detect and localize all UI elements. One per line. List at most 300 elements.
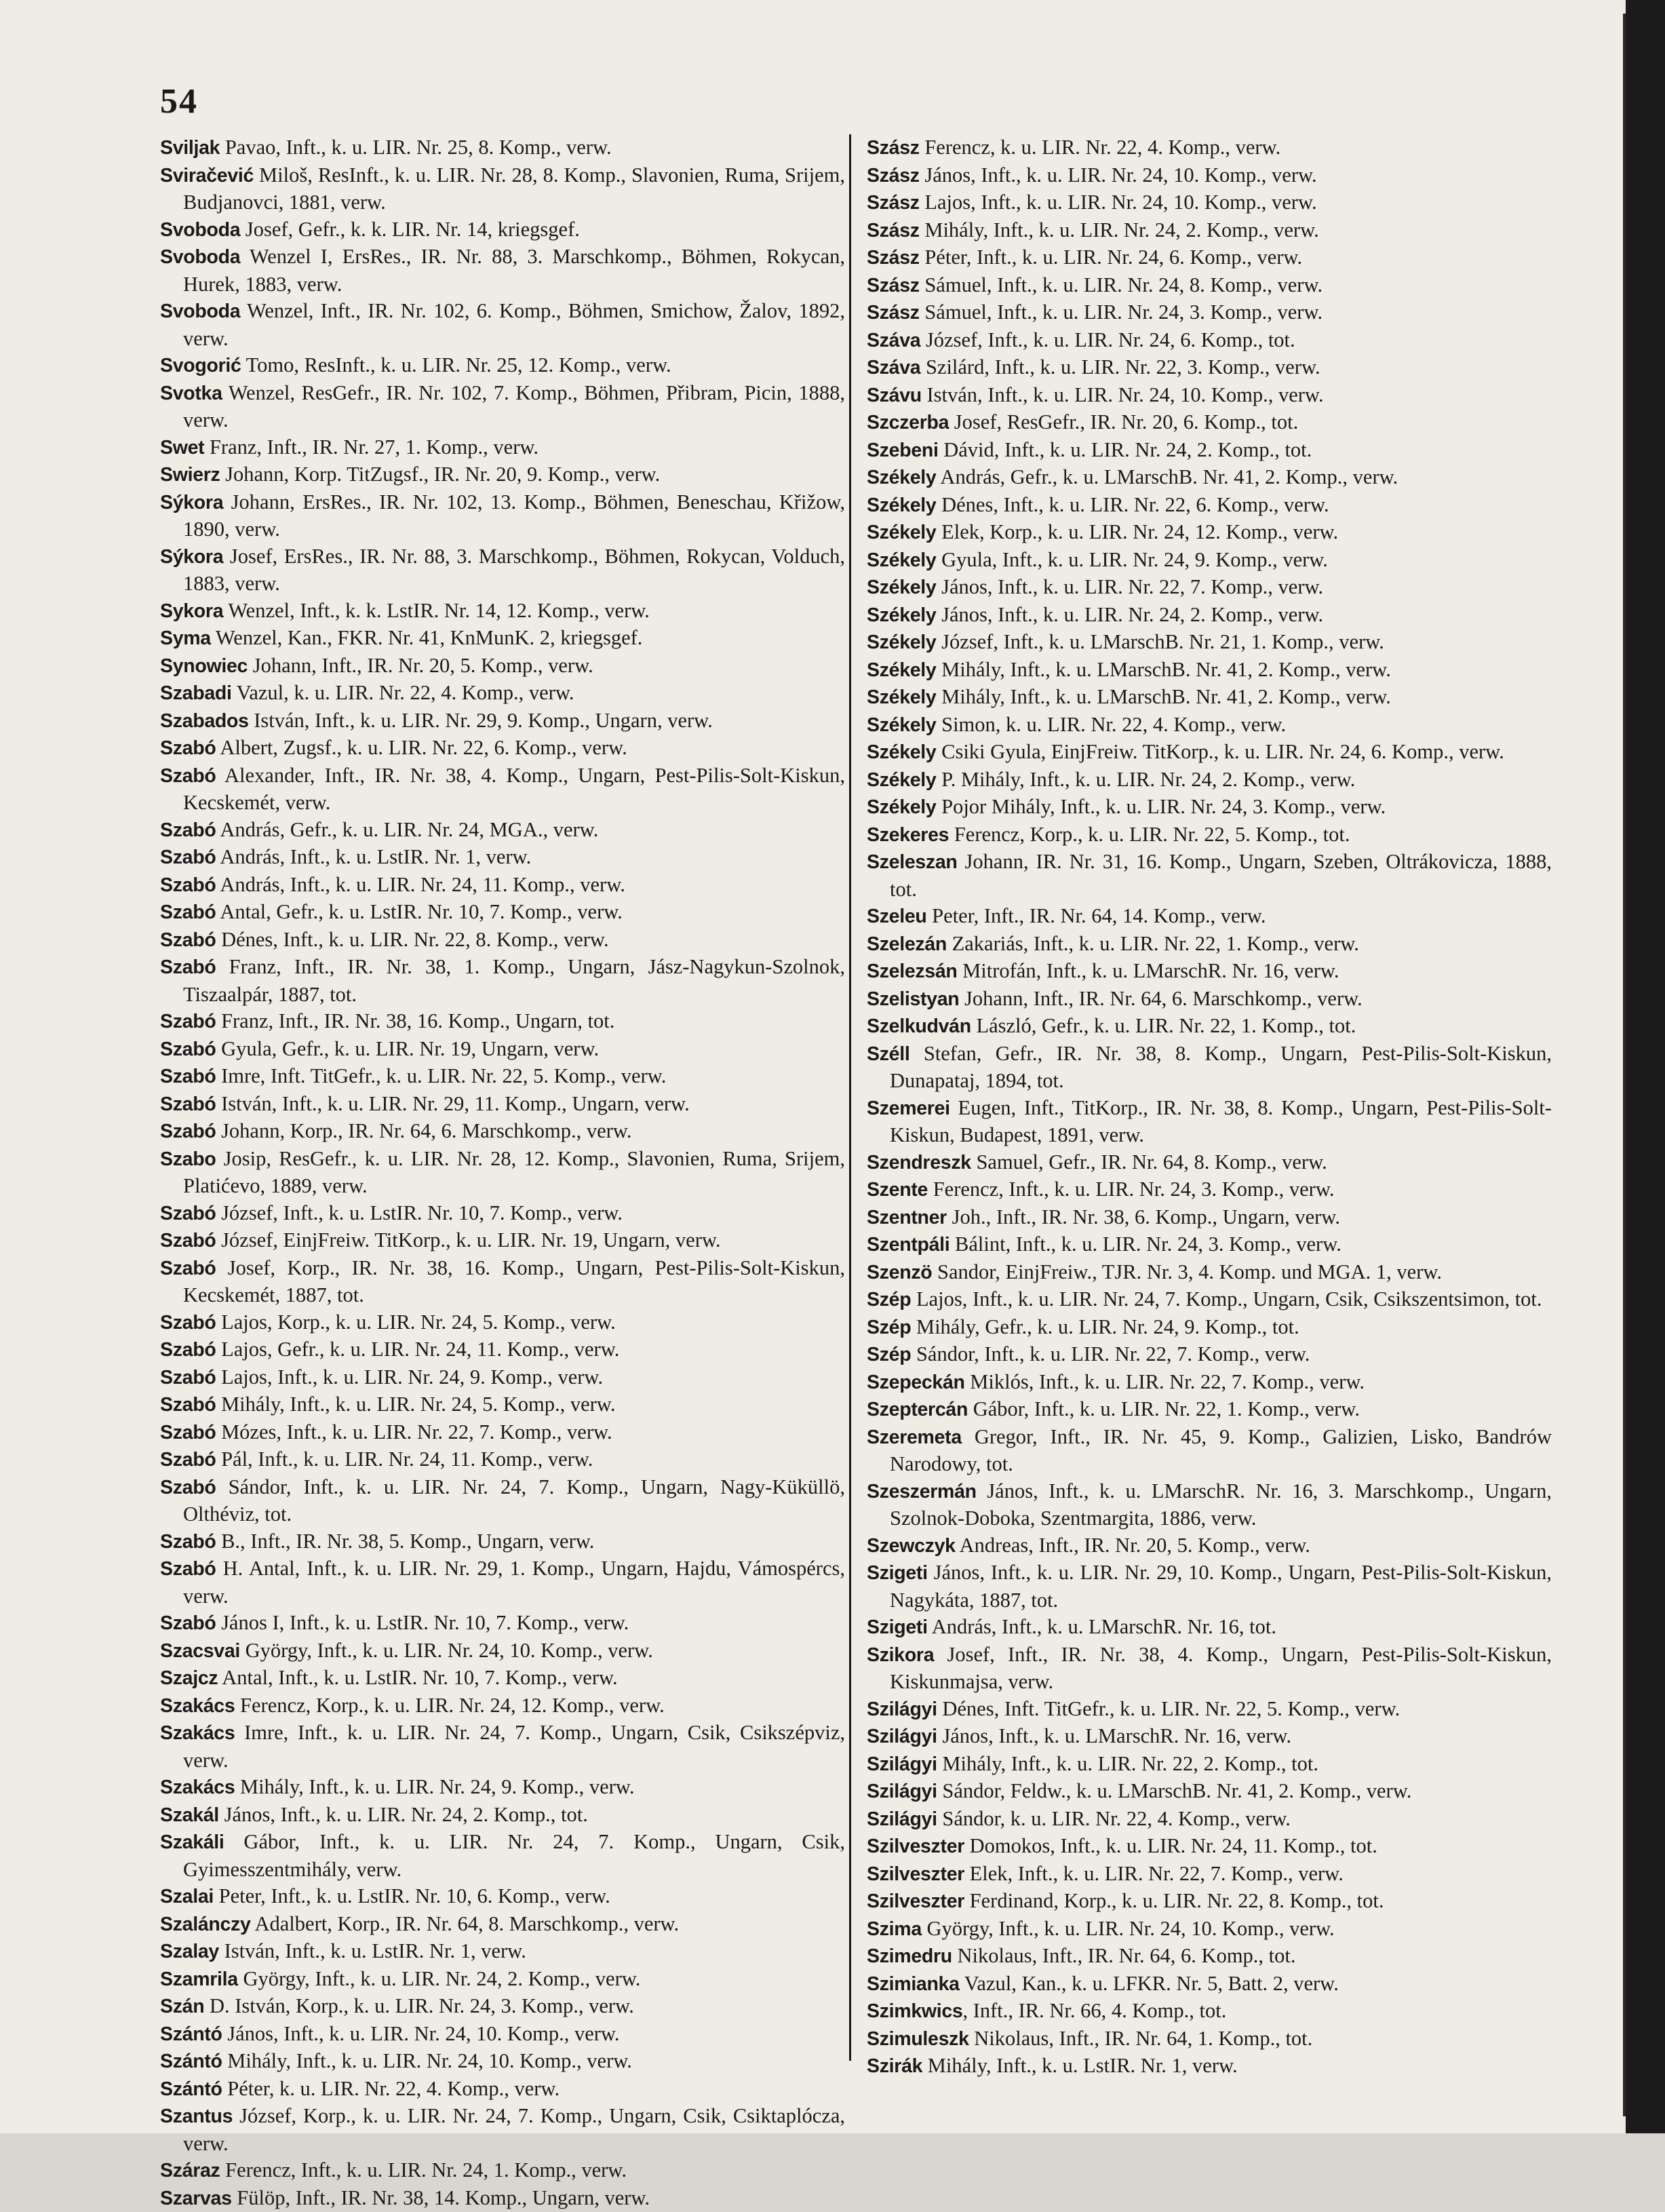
entry-surname: Szalay bbox=[160, 1941, 219, 1962]
entry-details: D. István, Korp., k. u. LIR. Nr. 24, 3. Komp., verw. bbox=[204, 1994, 633, 2017]
list-entry bbox=[867, 1998, 1552, 2025]
entry-surname: Szilveszter bbox=[867, 1890, 964, 1912]
entry-surname: Svotka bbox=[160, 383, 222, 404]
entry-details: Pál, Inft., k. u. LIR. Nr. 24, 11. Komp., verw. bbox=[216, 1448, 593, 1471]
entry-surname: Szabó bbox=[160, 1066, 216, 1087]
entry-surname: Szilágyi bbox=[867, 1699, 937, 1720]
entry-surname: Székely bbox=[867, 714, 936, 736]
list-entry bbox=[160, 1774, 845, 1802]
list-entry bbox=[160, 817, 845, 845]
entry-surname: Szigeti bbox=[867, 1616, 928, 1638]
entry-details: Ferdinand, Korp., k. u. LIR. Nr. 22, 8. Komp., tot. bbox=[964, 1889, 1384, 1912]
list-entry bbox=[867, 1369, 1552, 1397]
entry-details: Franz, Inft., IR. Nr. 38, 1. Komp., Ungarn, Jász-Nagykun-Szolnok, Tiszaalpár, 1887, tot. bbox=[183, 955, 845, 1006]
entry-surname: Szép bbox=[867, 1344, 911, 1365]
entry-details: Mihály, Inft., k. u. LIR. Nr. 22, 2. Komp., tot. bbox=[937, 1752, 1318, 1775]
list-entry bbox=[867, 986, 1552, 1013]
list-entry bbox=[867, 767, 1552, 794]
entry-details: Zakariás, Inft., k. u. LIR. Nr. 22, 1. Komp., verw. bbox=[947, 932, 1359, 955]
list-entry bbox=[160, 1146, 845, 1200]
list-entry bbox=[867, 1204, 1552, 1232]
list-entry bbox=[867, 272, 1552, 300]
entry-details: Sandor, EinjFreiw., TJR. Nr. 3, 4. Komp. und MGA. 1, verw. bbox=[932, 1260, 1442, 1283]
entry-surname: Szepeckán bbox=[867, 1372, 965, 1393]
entry-details: Johann, IR. Nr. 31, 16. Komp., Ungarn, Szeben, Oltrákovicza, 1888, tot. bbox=[890, 850, 1552, 901]
entry-surname: Szalai bbox=[160, 1886, 214, 1907]
list-entry bbox=[160, 1637, 845, 1665]
list-entry bbox=[160, 434, 845, 462]
entry-details: Elek, Inft., k. u. LIR. Nr. 22, 7. Komp., verw. bbox=[964, 1862, 1344, 1885]
list-entry bbox=[867, 409, 1552, 437]
entry-details: János, Inft., k. u. LIR. Nr. 24, 2. Komp., verw. bbox=[936, 603, 1323, 626]
left-column bbox=[160, 134, 845, 2212]
entry-details: István, Inft., k. u. LIR. Nr. 29, 11. Komp., Ungarn, verw. bbox=[216, 1092, 689, 1115]
entry-details: György, Inft., k. u. LIR. Nr. 24, 10. Komp., verw. bbox=[922, 1917, 1335, 1940]
entry-surname: Szabó bbox=[160, 1230, 216, 1251]
list-entry bbox=[867, 958, 1552, 986]
entry-surname: Száva bbox=[867, 330, 920, 351]
entry-details: Fülöp, Inft., IR. Nr. 38, 14. Komp., Ungarn, verw. bbox=[232, 2186, 650, 2209]
entry-details: Imre, Inft. TitGefr., k. u. LIR. Nr. 22, 5. Komp., verw. bbox=[216, 1064, 666, 1087]
entry-details: Johann, Korp., IR. Nr. 64, 6. Marschkomp., verw. bbox=[216, 1119, 631, 1142]
list-entry bbox=[867, 1286, 1552, 1314]
entry-surname: Szász bbox=[867, 247, 920, 269]
entry-details: Gyula, Inft., k. u. LIR. Nr. 24, 9. Komp., verw. bbox=[936, 548, 1327, 571]
list-entry bbox=[867, 1396, 1552, 1424]
entry-surname: Szabó bbox=[160, 1477, 216, 1498]
entry-details: Alexander, Inft., IR. Nr. 38, 4. Komp., Ungarn, Pest-Pilis-Solt-Kiskun, Kecskemét, verw. bbox=[183, 764, 845, 815]
entry-surname: Székely bbox=[867, 549, 936, 571]
list-entry bbox=[160, 1555, 845, 1610]
entry-surname: Szimedru bbox=[867, 1945, 952, 1967]
entry-details: Mózes, Inft., k. u. LIR. Nr. 22, 7. Komp., verw. bbox=[216, 1420, 612, 1443]
list-entry bbox=[160, 1364, 845, 1392]
list-entry bbox=[160, 598, 845, 625]
entry-surname: Szeremeta bbox=[867, 1427, 962, 1448]
list-entry bbox=[867, 1095, 1552, 1149]
entry-surname: Szilágyi bbox=[867, 1808, 937, 1830]
entry-surname: Svoboda bbox=[160, 300, 240, 322]
list-entry bbox=[160, 844, 845, 872]
list-entry bbox=[867, 547, 1552, 575]
list-entry bbox=[160, 1091, 845, 1119]
list-entry bbox=[867, 1041, 1552, 1095]
list-entry bbox=[867, 464, 1552, 492]
list-entry bbox=[160, 244, 845, 298]
list-entry bbox=[160, 1720, 845, 1774]
list-entry bbox=[160, 899, 845, 927]
entry-details: András, Gefr., k. u. LMarschB. Nr. 41, 2. Komp., verw. bbox=[936, 465, 1398, 488]
entry-surname: Szász bbox=[867, 220, 920, 241]
entry-details: Imre, Inft., k. u. LIR. Nr. 24, 7. Komp., Ungarn, Csik, Csikszépviz, verw. bbox=[183, 1721, 845, 1772]
entry-details: János I, Inft., k. u. LstIR. Nr. 10, 7. Komp., verw. bbox=[216, 1611, 629, 1634]
list-entry bbox=[867, 931, 1552, 958]
list-entry bbox=[867, 1916, 1552, 1943]
entry-details: Eugen, Inft., TitKorp., IR. Nr. 38, 8. Komp., Ungarn, Pest-Pilis-Solt-Kiskun, Budapest, 1891, verw. bbox=[890, 1096, 1552, 1147]
entry-details: Wenzel, Kan., FKR. Nr. 41, KnMunK. 2, kriegsgef. bbox=[211, 626, 643, 649]
entry-surname: Szalánczy bbox=[160, 1914, 251, 1935]
entry-surname: Szima bbox=[867, 1918, 922, 1940]
entry-details: György, Inft., k. u. LIR. Nr. 24, 2. Komp., verw. bbox=[238, 1967, 641, 1990]
entry-surname: Szakál bbox=[160, 1804, 219, 1826]
entry-details: Gregor, Inft., IR. Nr. 45, 9. Komp., Galizien, Lisko, Bandrów Narodowy, tot. bbox=[890, 1425, 1552, 1476]
entry-details: Stefan, Gefr., IR. Nr. 38, 8. Komp., Ungarn, Pest-Pilis-Solt-Kiskun, Dunapataj, 1894, tot. bbox=[890, 1042, 1552, 1093]
entry-details: Johann, Inft., IR. Nr. 64, 6. Marschkomp., verw. bbox=[959, 987, 1362, 1010]
entry-surname: Szabó bbox=[160, 1011, 216, 1032]
entry-surname: Szabó bbox=[160, 874, 216, 896]
entry-details: Ferencz, k. u. LIR. Nr. 22, 4. Komp., verw. bbox=[920, 136, 1281, 159]
list-entry bbox=[867, 492, 1552, 520]
entry-surname: Szabó bbox=[160, 1039, 216, 1060]
entry-details: István, Inft., k. u. LIR. Nr. 29, 9. Komp., Ungarn, verw. bbox=[249, 709, 713, 732]
entry-surname: Szacsvai bbox=[160, 1640, 240, 1662]
list-entry bbox=[160, 1938, 845, 1966]
entry-surname: Sýkora bbox=[160, 546, 223, 568]
entry-surname: Szabó bbox=[160, 1612, 216, 1634]
entry-surname: Szilágyi bbox=[867, 1726, 937, 1747]
list-entry bbox=[867, 354, 1552, 382]
entry-surname: Szantus bbox=[160, 2106, 233, 2127]
entry-details: Franz, Inft., IR. Nr. 27, 1. Komp., verw. bbox=[204, 435, 538, 459]
entry-surname: Székely bbox=[867, 796, 936, 818]
entry-details: Lajos, Inft., k. u. LIR. Nr. 24, 7. Komp., Ungarn, Csik, Csikszentsimon, tot. bbox=[911, 1287, 1542, 1311]
entry-surname: Szimianka bbox=[867, 1973, 960, 1995]
list-entry bbox=[867, 1833, 1552, 1861]
list-entry bbox=[160, 216, 845, 244]
entry-surname: Szabó bbox=[160, 1121, 216, 1142]
entry-surname: Székely bbox=[867, 467, 936, 488]
entry-surname: Szilveszter bbox=[867, 1863, 964, 1885]
entry-details: István, Inft., k. u. LIR. Nr. 24, 10. Komp., verw. bbox=[922, 383, 1324, 406]
entry-details: Pojor Mihály, Inft., k. u. LIR. Nr. 24, 3. Komp., verw. bbox=[936, 795, 1386, 818]
entry-details: Simon, k. u. LIR. Nr. 22, 4. Komp., verw. bbox=[936, 713, 1286, 736]
entry-surname: Szabó bbox=[160, 1203, 216, 1224]
list-entry bbox=[160, 1008, 845, 1036]
entry-details: András, Gefr., k. u. LIR. Nr. 24, MGA., verw. bbox=[216, 818, 598, 841]
entry-surname: Svoboda bbox=[160, 219, 240, 241]
entry-surname: Szán bbox=[160, 1996, 204, 2017]
list-entry bbox=[867, 1614, 1552, 1642]
entry-surname: Székely bbox=[867, 604, 936, 626]
list-entry bbox=[160, 2157, 845, 2185]
entry-surname: Székely bbox=[867, 494, 936, 516]
entry-details: János, Inft., k. u. LMarschR. Nr. 16, verw. bbox=[937, 1724, 1291, 1747]
entry-details: H. Antal, Inft., k. u. LIR. Nr. 29, 1. Komp., Ungarn, Hajdu, Vámospércs, verw. bbox=[183, 1557, 845, 1608]
list-entry bbox=[867, 849, 1552, 903]
entry-details: Mihály, Inft., k. u. LMarschB. Nr. 41, 2. Komp., verw. bbox=[936, 685, 1390, 708]
list-entry bbox=[160, 2076, 845, 2103]
entry-details: Csiki Gyula, EinjFreiw. TitKorp., k. u. LIR. Nr. 24, 6. Komp., verw. bbox=[936, 740, 1504, 763]
entry-surname: Szabó bbox=[160, 765, 216, 787]
entry-surname: Szeleu bbox=[867, 906, 927, 927]
entry-details: Lajos, Inft., k. u. LIR. Nr. 24, 9. Komp., verw. bbox=[216, 1365, 603, 1389]
list-entry bbox=[160, 1474, 845, 1528]
entry-details: Sándor, Inft., k. u. LIR. Nr. 22, 7. Komp., verw. bbox=[911, 1342, 1310, 1365]
entry-details: László, Gefr., k. u. LIR. Nr. 22, 1. Komp., tot. bbox=[971, 1014, 1356, 1037]
entry-details: Lajos, Gefr., k. u. LIR. Nr. 24, 11. Komp., verw. bbox=[216, 1338, 619, 1361]
entry-surname: Szabo bbox=[160, 1148, 216, 1170]
entry-details: Nikolaus, Inft., IR. Nr. 64, 6. Komp., tot. bbox=[952, 1944, 1296, 1967]
entry-details: Domokos, Inft., k. u. LIR. Nr. 24, 11. Komp., tot. bbox=[964, 1834, 1377, 1857]
entry-surname: Szabó bbox=[160, 1558, 216, 1580]
entry-details: Mitrofán, Inft., k. u. LMarschR. Nr. 16, verw. bbox=[958, 959, 1339, 982]
entry-details: Bálint, Inft., k. u. LIR. Nr. 24, 3. Komp., verw. bbox=[949, 1233, 1341, 1256]
entry-surname: Székely bbox=[867, 741, 936, 763]
entry-details: Gábor, Inft., k. u. LIR. Nr. 22, 1. Komp., verw. bbox=[968, 1397, 1360, 1420]
list-entry bbox=[160, 707, 845, 735]
entry-surname: Szabó bbox=[160, 956, 216, 978]
entry-details: Andreas, Inft., IR. Nr. 20, 5. Komp., verw. bbox=[956, 1534, 1310, 1557]
entry-surname: Szelezsán bbox=[867, 961, 958, 982]
list-entry bbox=[160, 1200, 845, 1228]
list-entry bbox=[160, 1063, 845, 1091]
entry-surname: Sýkora bbox=[160, 492, 223, 513]
entry-surname: Szekeres bbox=[867, 824, 949, 846]
list-entry bbox=[867, 162, 1552, 190]
list-entry bbox=[867, 519, 1552, 547]
entry-details: Adalbert, Korp., IR. Nr. 64, 8. Marschkomp., verw. bbox=[251, 1912, 680, 1935]
list-entry bbox=[867, 2053, 1552, 2080]
entry-surname: Szabó bbox=[160, 1449, 216, 1471]
entry-details: Nikolaus, Inft., IR. Nr. 64, 1. Komp., tot. bbox=[969, 2027, 1313, 2050]
entry-surname: Szeptercán bbox=[867, 1399, 968, 1420]
entry-details: József, Korp., k. u. LIR. Nr. 24, 7. Komp., Ungarn, Csik, Csiktaplócza, verw. bbox=[183, 2104, 845, 2155]
entry-surname: Szabó bbox=[160, 1339, 216, 1361]
entry-details: Mihály, Inft., k. u. LstIR. Nr. 1, verw. bbox=[922, 2054, 1238, 2077]
entry-details: Vazul, k. u. LIR. Nr. 22, 4. Komp., verw. bbox=[232, 681, 574, 704]
entry-details: , Inft., IR. Nr. 66, 4. Komp., tot. bbox=[962, 1999, 1226, 2022]
list-entry bbox=[867, 134, 1552, 162]
entry-surname: Szabó bbox=[160, 1258, 216, 1279]
entry-surname: Svoboda bbox=[160, 246, 240, 268]
entry-surname: Syma bbox=[160, 627, 211, 649]
list-entry bbox=[867, 1943, 1552, 1971]
list-entry bbox=[160, 1692, 845, 1720]
entry-details: Sándor, Inft., k. u. LIR. Nr. 24, 7. Komp., Ungarn, Nagy-Küküllö, Olthéviz, tot. bbox=[183, 1475, 845, 1526]
entry-details: János, Inft., k. u. LIR. Nr. 29, 10. Komp., Ungarn, Pest-Pilis-Solt-Kiskun, Nagykáta, 1887, tot. bbox=[890, 1561, 1552, 1612]
list-entry bbox=[160, 1802, 845, 1829]
entry-details: Johann, Inft., IR. Nr. 20, 5. Komp., verw. bbox=[248, 654, 593, 677]
list-entry bbox=[867, 1341, 1552, 1369]
entry-surname: Sviračević bbox=[160, 165, 254, 187]
entry-details: Wenzel, Inft., IR. Nr. 102, 6. Komp., Böhmen, Smichow, Žalov, 1892, verw. bbox=[183, 299, 845, 350]
entry-details: Gyula, Gefr., k. u. LIR. Nr. 19, Ungarn, verw. bbox=[216, 1037, 599, 1060]
entry-surname: Szász bbox=[867, 275, 920, 296]
list-entry bbox=[867, 189, 1552, 217]
entry-details: József, Inft., k. u. LMarschB. Nr. 21, 1. Komp., verw. bbox=[936, 630, 1384, 653]
entry-details: Ferencz, Inft., k. u. LIR. Nr. 24, 3. Komp., verw. bbox=[928, 1178, 1334, 1201]
entry-surname: Szász bbox=[867, 137, 920, 159]
list-entry bbox=[160, 1309, 845, 1337]
list-entry bbox=[160, 1336, 845, 1364]
entry-details: Vazul, Kan., k. u. LFKR. Nr. 5, Batt. 2, verw. bbox=[960, 1972, 1339, 1995]
entry-details: Tomo, ResInft., k. u. LIR. Nr. 25, 12. Komp., verw. bbox=[241, 353, 671, 376]
entry-details: János, Inft., k. u. LIR. Nr. 24, 10. Komp., verw. bbox=[222, 2022, 620, 2045]
entry-surname: Szebeni bbox=[867, 440, 939, 461]
list-entry bbox=[867, 1013, 1552, 1041]
entry-surname: Szilágyi bbox=[867, 1753, 937, 1775]
list-entry bbox=[160, 489, 845, 543]
list-entry bbox=[867, 1778, 1552, 1806]
entry-surname: Szentpáli bbox=[867, 1234, 949, 1256]
entry-details: János, Inft., k. u. LMarschR. Nr. 16, 3. Marschkomp., Ungarn, Szolnok-Doboka, Szentmargita, 1886, verw. bbox=[890, 1479, 1552, 1530]
entry-surname: Szamrila bbox=[160, 1968, 238, 1990]
list-entry bbox=[867, 712, 1552, 739]
list-entry bbox=[160, 954, 845, 1008]
list-entry bbox=[160, 872, 845, 899]
entry-surname: Swet bbox=[160, 437, 204, 459]
list-entry bbox=[160, 298, 845, 352]
entry-surname: Szabó bbox=[160, 1394, 216, 1416]
list-entry bbox=[867, 382, 1552, 410]
list-entry bbox=[160, 2021, 845, 2049]
entry-details: József, EinjFreiw. TitKorp., k. u. LIR. Nr. 19, Ungarn, verw. bbox=[216, 1228, 720, 1251]
entry-surname: Szabó bbox=[160, 1312, 216, 1334]
entry-details: Mihály, Inft., k. u. LIR. Nr. 24, 2. Komp., verw. bbox=[920, 218, 1319, 241]
list-entry bbox=[160, 1665, 845, 1692]
list-entry bbox=[160, 1419, 845, 1447]
list-entry bbox=[867, 327, 1552, 355]
entry-surname: Szántó bbox=[160, 2078, 222, 2100]
list-entry bbox=[867, 1806, 1552, 1833]
entry-details: Mihály, Inft., k. u. LIR. Nr. 24, 9. Komp., verw. bbox=[235, 1775, 634, 1798]
entry-details: Josef, ResGefr., IR. Nr. 20, 6. Komp., tot. bbox=[949, 410, 1298, 433]
list-entry bbox=[160, 1036, 845, 1064]
list-entry bbox=[867, 629, 1552, 657]
list-entry bbox=[160, 762, 845, 817]
entry-details: Josip, ResGefr., k. u. LIR. Nr. 28, 12. Komp., Slavonien, Ruma, Srijem, Platićevo, 1889, verw. bbox=[183, 1147, 845, 1198]
list-entry bbox=[160, 653, 845, 680]
list-entry bbox=[160, 1993, 845, 2021]
entry-details: Sándor, Feldw., k. u. LMarschB. Nr. 41, 2. Komp., verw. bbox=[937, 1779, 1412, 1802]
entry-details: Mihály, Gefr., k. u. LIR. Nr. 24, 9. Komp., tot. bbox=[911, 1315, 1299, 1338]
entry-details: János, Inft., k. u. LIR. Nr. 22, 7. Komp., verw. bbox=[936, 575, 1323, 598]
list-entry bbox=[160, 2185, 845, 2212]
entry-surname: Szendreszk bbox=[867, 1152, 971, 1173]
right-column bbox=[867, 134, 1552, 2080]
entry-surname: Synowiec bbox=[160, 655, 248, 677]
entry-surname: Szigeti bbox=[867, 1562, 928, 1584]
entry-details: Albert, Zugsf., k. u. LIR. Nr. 22, 6. Komp., verw. bbox=[216, 736, 627, 759]
entry-details: Dénes, Inft., k. u. LIR. Nr. 22, 6. Komp., verw. bbox=[936, 493, 1329, 516]
entry-details: Lajos, Korp., k. u. LIR. Nr. 24, 5. Komp., verw. bbox=[216, 1311, 615, 1334]
entry-details: Ferencz, Korp., k. u. LIR. Nr. 22, 5. Komp., tot. bbox=[949, 823, 1350, 846]
list-entry bbox=[160, 162, 845, 216]
entry-details: Péter, Inft., k. u. LIR. Nr. 24, 6. Komp., verw. bbox=[920, 246, 1302, 269]
entry-details: P. Mihály, Inft., k. u. LIR. Nr. 24, 2. Komp., verw. bbox=[936, 768, 1355, 791]
entry-surname: Szabó bbox=[160, 1367, 216, 1389]
list-entry bbox=[160, 625, 845, 653]
entry-surname: Swierz bbox=[160, 464, 220, 486]
entry-surname: Szép bbox=[867, 1289, 911, 1311]
entry-details: József, Inft., k. u. LstIR. Nr. 10, 7. Komp., verw. bbox=[216, 1201, 622, 1224]
list-entry bbox=[867, 1231, 1552, 1259]
entry-surname: Sviljak bbox=[160, 137, 220, 159]
list-entry bbox=[867, 574, 1552, 602]
entry-surname: Szelistyan bbox=[867, 988, 959, 1010]
list-entry bbox=[867, 739, 1552, 767]
entry-surname: Szimkwics bbox=[867, 2000, 962, 2022]
entry-details: Dénes, Inft. TitGefr., k. u. LIR. Nr. 22, 5. Komp., verw. bbox=[937, 1697, 1400, 1720]
entry-surname: Szeszermán bbox=[867, 1481, 977, 1502]
entry-surname: Szakács bbox=[160, 1722, 235, 1744]
entry-details: István, Inft., k. u. LstIR. Nr. 1, verw. bbox=[219, 1939, 526, 1962]
entry-surname: Sykora bbox=[160, 600, 223, 622]
entry-details: Miloš, ResInft., k. u. LIR. Nr. 28, 8. Komp., Slavonien, Ruma, Srijem, Budjanovci, 1881, verw. bbox=[183, 163, 845, 214]
entry-surname: Szabadi bbox=[160, 682, 232, 704]
list-entry bbox=[867, 903, 1552, 931]
entry-details: Miklós, Inft., k. u. LIR. Nr. 22, 7. Komp., verw. bbox=[965, 1370, 1365, 1393]
entry-surname: Szabados bbox=[160, 710, 249, 732]
list-entry bbox=[867, 1642, 1552, 1696]
list-entry bbox=[867, 217, 1552, 245]
page-number: 54 bbox=[160, 81, 198, 121]
entry-details: Johann, Korp. TitZugsf., IR. Nr. 20, 9. Komp., verw. bbox=[220, 463, 661, 486]
list-entry bbox=[867, 1723, 1552, 1751]
entry-surname: Szász bbox=[867, 192, 920, 214]
list-entry bbox=[867, 437, 1552, 465]
entry-details: Josef, Korp., IR. Nr. 38, 16. Komp., Ungarn, Pest-Pilis-Solt-Kiskun, Kecskemét, 1887, tot. bbox=[183, 1256, 845, 1307]
list-entry bbox=[160, 1883, 845, 1911]
entry-surname: Szabó bbox=[160, 1422, 216, 1443]
entry-surname: Székely bbox=[867, 522, 936, 543]
entry-surname: Szimuleszk bbox=[867, 2028, 969, 2050]
list-entry bbox=[160, 352, 845, 380]
list-entry bbox=[160, 1911, 845, 1939]
list-entry bbox=[160, 134, 845, 162]
list-entry bbox=[867, 299, 1552, 327]
entry-details: Dávid, Inft., k. u. LIR. Nr. 24, 2. Komp., tot. bbox=[939, 438, 1312, 461]
list-entry bbox=[867, 602, 1552, 629]
page-edge-shadow bbox=[1626, 0, 1665, 2133]
entry-surname: Szelkudván bbox=[867, 1015, 971, 1037]
list-entry bbox=[160, 680, 845, 707]
entry-surname: Szilágyi bbox=[867, 1781, 937, 1802]
list-entry bbox=[867, 684, 1552, 712]
entry-details: Antal, Gefr., k. u. LstIR. Nr. 10, 7. Komp., verw. bbox=[216, 900, 623, 923]
entry-details: Sándor, k. u. LIR. Nr. 22, 4. Komp., verw. bbox=[937, 1807, 1291, 1830]
entry-details: Johann, ErsRes., IR. Nr. 102, 13. Komp., Böhmen, Beneschau, Křižow, 1890, verw. bbox=[183, 490, 845, 541]
entry-details: Sámuel, Inft., k. u. LIR. Nr. 24, 3. Komp., verw. bbox=[920, 300, 1323, 324]
list-entry bbox=[160, 461, 845, 489]
entry-details: Mihály, Inft., k. u. LIR. Nr. 24, 10. Komp., verw. bbox=[222, 2049, 632, 2072]
column-divider bbox=[849, 134, 851, 2061]
entry-details: András, Inft., k. u. LMarschR. Nr. 16, tot. bbox=[928, 1615, 1276, 1638]
entry-surname: Szabó bbox=[160, 1531, 216, 1553]
entry-surname: Szász bbox=[867, 165, 920, 187]
entry-details: Wenzel, ResGefr., IR. Nr. 102, 7. Komp., Böhmen, Přibram, Picin, 1888, verw. bbox=[183, 381, 845, 432]
list-entry bbox=[867, 657, 1552, 684]
list-entry bbox=[867, 1176, 1552, 1204]
list-entry bbox=[867, 1751, 1552, 1779]
list-entry bbox=[867, 2025, 1552, 2053]
list-entry bbox=[160, 735, 845, 762]
entry-details: Josef, Gefr., k. k. LIR. Nr. 14, kriegsgef. bbox=[240, 218, 580, 241]
entry-details: Joh., Inft., IR. Nr. 38, 6. Komp., Ungarn, verw. bbox=[947, 1205, 1340, 1228]
entry-details: Gábor, Inft., k. u. LIR. Nr. 24, 7. Komp., Ungarn, Csik, Gyimesszentmihály, verw. bbox=[183, 1830, 845, 1881]
entry-details: Josef, ErsRes., IR. Nr. 88, 3. Marschkomp., Böhmen, Rokycan, Volduch, 1883, verw. bbox=[183, 545, 845, 596]
entry-details: János, Inft., k. u. LIR. Nr. 24, 10. Komp., verw. bbox=[920, 163, 1317, 187]
list-entry bbox=[160, 1966, 845, 1994]
entry-surname: Szabó bbox=[160, 819, 216, 841]
list-entry bbox=[867, 794, 1552, 821]
entry-details: Mihály, Inft., k. u. LIR. Nr. 24, 5. Komp., verw. bbox=[216, 1393, 615, 1416]
list-entry bbox=[160, 1610, 845, 1637]
list-entry bbox=[867, 1861, 1552, 1888]
entry-details: Dénes, Inft., k. u. LIR. Nr. 22, 8. Komp., verw. bbox=[216, 928, 608, 951]
entry-surname: Szeleszan bbox=[867, 851, 958, 873]
entry-surname: Szajcz bbox=[160, 1667, 218, 1689]
